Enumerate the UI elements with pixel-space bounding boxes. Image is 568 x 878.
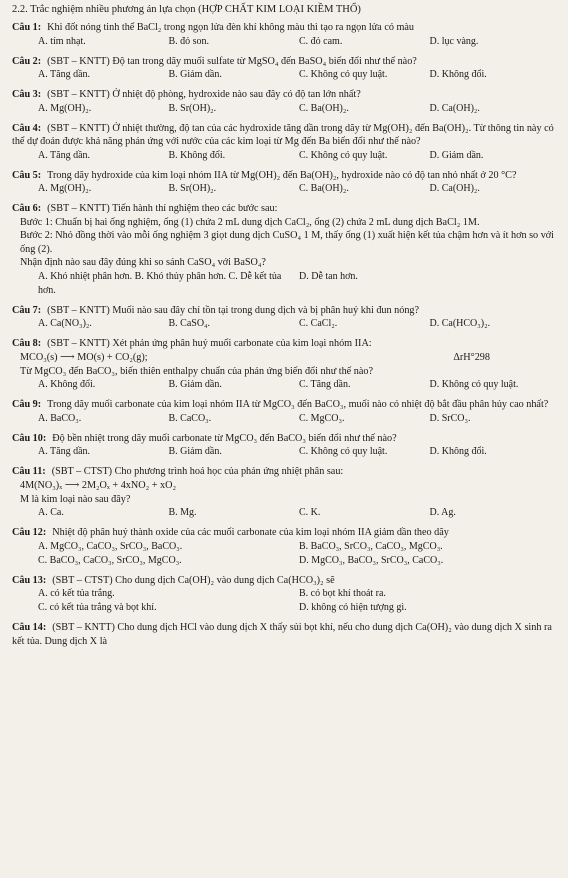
answer-option[interactable]: A. tím nhạt.	[38, 35, 86, 47]
question-detail: Từ MgCO₃ đến BaCO₃, biến thiên enthalpy chuẩn của phản ứng biến đổi như thế nào?	[20, 365, 373, 377]
question-8	[12, 337, 560, 392]
answer-option[interactable]: D. Ca(OH)₂.	[429, 183, 480, 194]
question-text	[12, 122, 560, 149]
question-text	[12, 202, 560, 216]
answer-options	[12, 317, 560, 331]
question-9	[12, 398, 560, 426]
answer-option[interactable]: D. Không đổi.	[429, 69, 487, 80]
answer-option[interactable]: D. Giảm dần.	[429, 149, 484, 161]
question-stem: Khi đốt nóng tinh thể BaCl₂ trong ngọn lửa đèn khí không màu thì tạo ra ngọn lửa có màu	[47, 22, 415, 33]
answer-option[interactable]: B. CaCO₃.	[168, 412, 212, 424]
answer-option[interactable]: D. Dễ tan hơn.	[299, 270, 358, 282]
answer-option[interactable]: B. Sr(OH)₂.	[168, 102, 217, 114]
equation	[12, 351, 560, 365]
question-3	[12, 88, 560, 116]
question-number: Câu 10:	[12, 432, 47, 444]
question-detail: M là kim loại nào sau đây?	[20, 493, 131, 505]
answer-options	[12, 68, 560, 82]
question-number: Câu 5:	[12, 169, 42, 181]
answer-option[interactable]: B. BaCO₃, SrCO₃, CaCO₃, MgCO₃.	[299, 540, 443, 552]
answer-option[interactable]: A. MgCO₃, CaCO₃, SrCO₃, BaCO₃.	[38, 540, 183, 552]
question-detail: Bước 2: Nhỏ đồng thời vào mỗi ống nghiệm 3 giọt dung dịch CuSO₄ 1 M, thấy ống (1) xuất hiện kết tủa chậm hơn và ít hơn so với ống (2).	[20, 230, 555, 255]
question-number: Câu 8:	[12, 338, 42, 349]
question-4	[12, 122, 560, 163]
answer-option[interactable]: C. có kết tủa trắng và bọt khí.	[38, 602, 157, 613]
question-stem: (SBT – KNTT) Cho dung dịch HCl vào dung dịch X thấy sủi bọt khí, nếu cho dung dịch Ca(OH)₂ vào dung dịch X sinh ra kết tủa. Dung dịch X là	[12, 622, 552, 647]
answer-option[interactable]: C. CaCl₂.	[299, 318, 338, 329]
answer-option[interactable]: D. Ag.	[429, 507, 456, 518]
answer-option[interactable]: A. Không đổi.	[38, 379, 96, 390]
question-1	[12, 21, 560, 49]
question-7	[12, 304, 560, 332]
answer-option[interactable]: A. Mg(OH)₂.	[38, 183, 92, 194]
answer-options	[12, 182, 560, 196]
answer-option[interactable]: A. Mg(OH)₂.	[38, 102, 92, 114]
answer-option[interactable]: C. đỏ cam.	[299, 35, 343, 47]
question-stem: (SBT – KNTT) Tiến hành thí nghiệm theo các bước sau:	[47, 203, 278, 214]
question-stem: Trong dãy hydroxide của kim loại nhóm IIA từ Mg(OH)₂ đến Ba(OH)₂, hydroxide nào có độ tan nhỏ nhất ở 20 °C?	[47, 169, 517, 181]
equation-left: MCO₃(s) ⟶ MO(s) + CO₂(g);	[20, 351, 148, 363]
answer-options	[12, 540, 560, 554]
answer-option[interactable]: A. BaCO₃.	[38, 412, 82, 424]
answer-option[interactable]: C. Ba(OH)₂.	[299, 102, 349, 114]
answer-option[interactable]: C. MgCO₃.	[299, 412, 345, 424]
section-title: 2.2. Trắc nghiệm nhiều phương án lựa chọn (HỢP CHẤT KIM LOẠI KIỀM THỔ)	[12, 4, 361, 15]
answer-option[interactable]: C. Tăng dần.	[299, 379, 351, 390]
answer-option[interactable]: D. Ca(HCO₃)₂.	[429, 318, 491, 329]
question-11	[12, 465, 560, 520]
question-12	[12, 526, 560, 568]
answer-option[interactable]: A. có kết tủa trắng.	[38, 588, 115, 599]
answer-options	[12, 35, 560, 49]
answer-option[interactable]: D. SrCO₃.	[429, 412, 471, 424]
answer-options	[12, 554, 560, 568]
answer-options	[12, 149, 560, 163]
question-stem: (SBT – CTST) Cho phương trình hoá học của phản ứng nhiệt phân sau:	[51, 466, 344, 477]
answer-option[interactable]: B. CaSO₄.	[168, 318, 211, 329]
answer-options	[12, 102, 560, 116]
question-number: Câu 9:	[12, 399, 42, 410]
answer-option[interactable]: A. Ca.	[38, 507, 64, 518]
question-10	[12, 432, 560, 460]
question-stem: Độ bền nhiệt trong dãy muối carbonate từ MgCO₃ đến BaCO₃ biến đổi như thế nào?	[52, 432, 397, 444]
answer-option[interactable]: C. Không có quy luật.	[299, 149, 388, 161]
answer-option[interactable]: B. Không đổi.	[168, 149, 226, 161]
equation-left: 4M(NO₃)ₓ ⟶ 2M₂Oₓ + 4xNO₂ + xO₂	[20, 479, 177, 491]
question-stem: (SBT – KNTT) Ở nhiệt thường, độ tan của các hydroxide tăng dần trong dãy từ Mg(OH)₂ đến Ba(OH)₂. Từ thông tin này có thể dự đoán được khả năng phản ứng với nước của các kim loại từ Mg đến Ba biến đổi như thế nào?	[12, 122, 554, 147]
answer-option[interactable]: B. Mg.	[168, 507, 197, 518]
question-text	[12, 55, 560, 69]
question-number: Câu 12:	[12, 527, 47, 538]
question-number: Câu 14:	[12, 622, 47, 633]
question-number: Câu 6:	[12, 203, 42, 214]
question-detail: Nhận định nào sau đây đúng khi so sánh CaSO₄ với BaSO₄?	[20, 257, 266, 268]
answer-options	[12, 587, 560, 601]
answer-option[interactable]: A. Tăng dần.	[38, 446, 91, 457]
answer-option[interactable]: C. Không có quy luật.	[299, 69, 388, 80]
question-text	[12, 337, 560, 351]
answer-option[interactable]: A. Khó nhiệt phân hơn. B. Khó thủy phân hơn. C. Dễ kết tủa hơn.	[38, 270, 282, 296]
question-number: Câu 2:	[12, 55, 42, 67]
question-6	[12, 202, 560, 298]
question-text	[12, 574, 560, 588]
answer-option[interactable]: B. Sr(OH)₂.	[168, 183, 217, 194]
equation-right: ΔrH°298	[453, 351, 490, 363]
answer-options	[12, 506, 560, 520]
question-text	[12, 88, 560, 102]
question-5	[12, 169, 560, 197]
question-stem: Nhiệt độ phân huỷ thành oxide của các muối carbonate của kim loại nhóm IIA giảm dần theo dãy	[52, 527, 449, 538]
answer-option[interactable]: B. Giảm dần.	[168, 379, 222, 390]
answer-option[interactable]: C. Ba(OH)₂.	[299, 183, 349, 194]
question-stem: (SBT – KNTT) Độ tan trong dãy muối sulfate từ MgSO₄ đến BaSO₄ biến đổi như thế nào?	[47, 55, 417, 67]
question-text	[12, 432, 560, 446]
answer-option[interactable]: A. Ca(NO₃)₂.	[38, 318, 92, 329]
question-text	[12, 465, 560, 479]
question-text	[12, 169, 560, 183]
question-text	[12, 304, 560, 318]
answer-option[interactable]: D. Không có quy luật.	[429, 379, 519, 390]
question-stem: (SBT – KNTT) Xét phản ứng phân huỷ muối carbonate của kim loại nhóm IIA:	[47, 338, 372, 349]
question-list	[12, 21, 560, 648]
question-number: Câu 13:	[12, 574, 47, 586]
question-13	[12, 574, 560, 616]
question-detail: Bước 1: Chuẩn bị hai ống nghiệm, ống (1) chứa 2 mL dung dịch CaCl₂, ống (2) chứa 2 mL dung dịch BaCl₂ 1M.	[20, 216, 480, 228]
question-text	[12, 526, 560, 540]
answer-option[interactable]: B. đỏ son.	[168, 35, 210, 47]
question-2	[12, 55, 560, 83]
question-number: Câu 3:	[12, 89, 42, 100]
answer-option[interactable]: B. Giảm dần.	[168, 446, 222, 457]
answer-option[interactable]: A. Tăng dần.	[38, 69, 91, 80]
answer-options	[12, 445, 560, 459]
answer-option[interactable]: D. MgCO₃, BaCO₃, SrCO₃, CaCO₃.	[299, 554, 444, 566]
question-text	[12, 21, 560, 35]
answer-option[interactable]: C. K.	[299, 507, 321, 518]
answer-option[interactable]: D. Không đổi.	[429, 446, 487, 457]
answer-options	[12, 601, 560, 615]
question-14	[12, 621, 560, 648]
question-number: Câu 7:	[12, 304, 42, 316]
question-stem: Trong dãy muối carbonate của kim loại nhóm IIA từ MgCO₃ đến BaCO₃, muối nào có nhiệt độ bắt đầu phân hủy cao nhất?	[47, 399, 549, 410]
answer-options	[12, 412, 560, 426]
question-number: Câu 1:	[12, 22, 42, 33]
question-text	[12, 621, 560, 648]
answer-option[interactable]: D. lục vàng.	[429, 35, 479, 47]
answer-option[interactable]: B. Giảm dần.	[168, 69, 222, 80]
answer-option[interactable]: B. có bọt khí thoát ra.	[299, 588, 386, 599]
answer-options	[12, 270, 560, 298]
question-text	[12, 398, 560, 412]
question-number: Câu 11:	[12, 466, 46, 477]
answer-option[interactable]: C. Không có quy luật.	[299, 446, 388, 457]
answer-option[interactable]: A. Tăng dần.	[38, 149, 91, 161]
question-number: Câu 4:	[12, 122, 42, 134]
equation	[12, 479, 560, 493]
question-stem: (SBT – KNTT) Ở nhiệt độ phòng, hydroxide nào sau đây có độ tan lớn nhất?	[47, 89, 361, 100]
question-stem: (SBT – CTST) Cho dung dịch Ca(OH)₂ vào dung dịch Ca(HCO₃)₂ sẽ	[52, 574, 335, 586]
answer-option[interactable]: D. Ca(OH)₂.	[429, 102, 480, 114]
answer-option[interactable]: C. BaCO₃, CaCO₃, SrCO₃, MgCO₃.	[38, 554, 182, 566]
question-stem: (SBT – KNTT) Muối nào sau đây chỉ tồn tại trong dung dịch và bị phân huỷ khi đun nóng?	[47, 304, 420, 316]
answer-options	[12, 378, 560, 392]
answer-option[interactable]: D. không có hiện tượng gì.	[299, 602, 407, 613]
